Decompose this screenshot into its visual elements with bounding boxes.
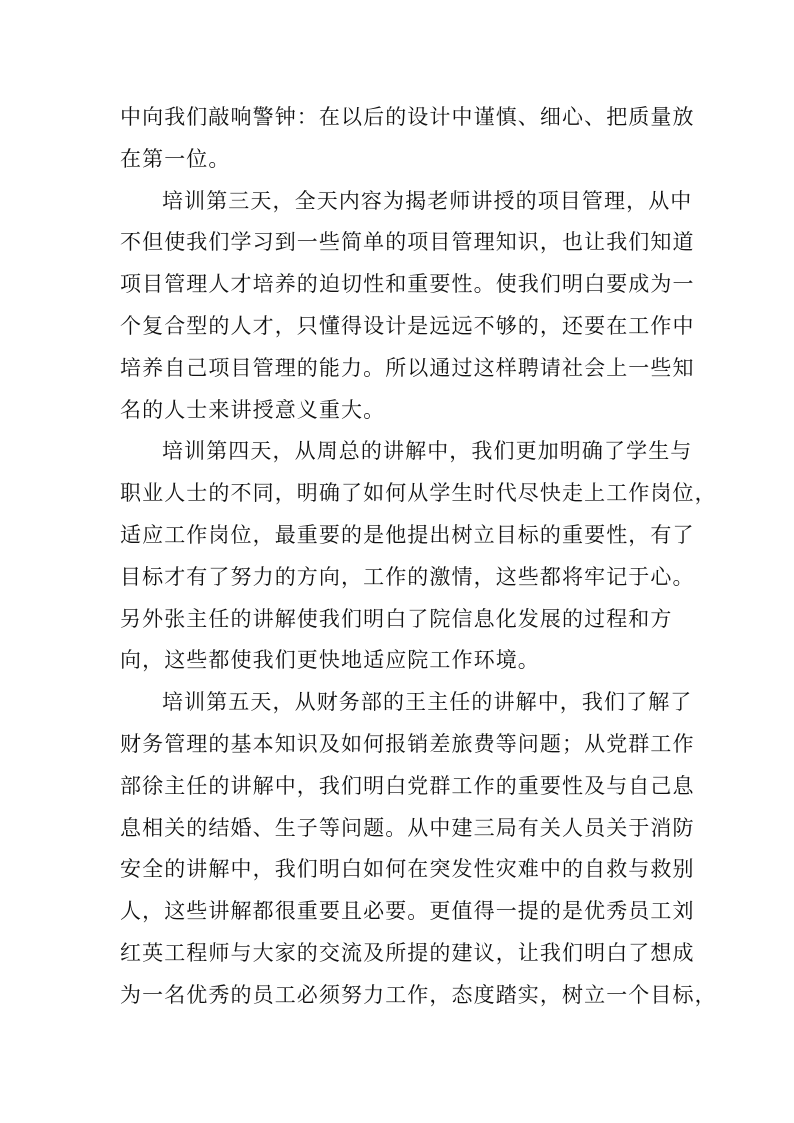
text-line: 部徐主任的讲解中，我们明白党群工作的重要性及与自己息 (120, 773, 695, 798)
text-line: 为一名优秀的员工必须努力工作，态度踏实，树立一个目标， (120, 982, 717, 1007)
text-line: 息相关的结婚、生子等问题。从中建三局有关人员关于消防 (120, 815, 695, 840)
body-text (120, 97, 717, 1017)
paragraph-start-line: 培训第五天，从财务部的王主任的讲解中，我们了解了 (162, 690, 693, 715)
text-line: 另外张主任的讲解使我们明白了院信息化发展的过程和方 (120, 606, 673, 631)
text-line: 个复合型的人才，只懂得设计是远远不够的，还要在工作中 (120, 313, 695, 338)
text-line: 中向我们敲响警钟：在以后的设计中谨慎、细心、把质量放 (120, 105, 695, 129)
text-line: 职业人士的不同，明确了如何从学生时代尽快走上工作岗位， (120, 481, 717, 506)
text-line: 适应工作岗位，最重要的是他提出树立目标的重要性，有了 (120, 522, 695, 547)
text-line: 名的人士来讲授意义重大。 (120, 397, 386, 422)
text-line: 在第一位。 (120, 146, 231, 171)
text-line: 安全的讲解中，我们明白如何在突发性灾难中的自救与救别 (120, 857, 695, 882)
text-line: 人，这些讲解都很重要且必要。更值得一提的是优秀员工刘 (120, 899, 695, 924)
text-line: 向，这些都使我们更快地适应院工作环境。 (120, 648, 540, 673)
text-line: 红英工程师与大家的交流及所提的建议，让我们明白了想成 (120, 940, 695, 965)
text-line: 财务管理的基本知识及如何报销差旅费等问题；从党群工作 (120, 731, 695, 756)
text-line: 培养自己项目管理的能力。所以通过这样聘请社会上一些知 (120, 355, 695, 380)
paragraph-start-line: 培训第三天，全天内容为揭老师讲授的项目管理，从中 (162, 188, 693, 213)
text-line: 不但使我们学习到一些简单的项目管理知识，也让我们知道 (120, 230, 695, 255)
text-line: 项目管理人才培养的迫切性和重要性。使我们明白要成为一 (120, 272, 695, 297)
text-line: 目标才有了努力的方向，工作的激情，这些都将牢记于心。 (120, 564, 695, 589)
paragraph-start-line: 培训第四天，从周总的讲解中，我们更加明确了学生与 (162, 439, 693, 464)
